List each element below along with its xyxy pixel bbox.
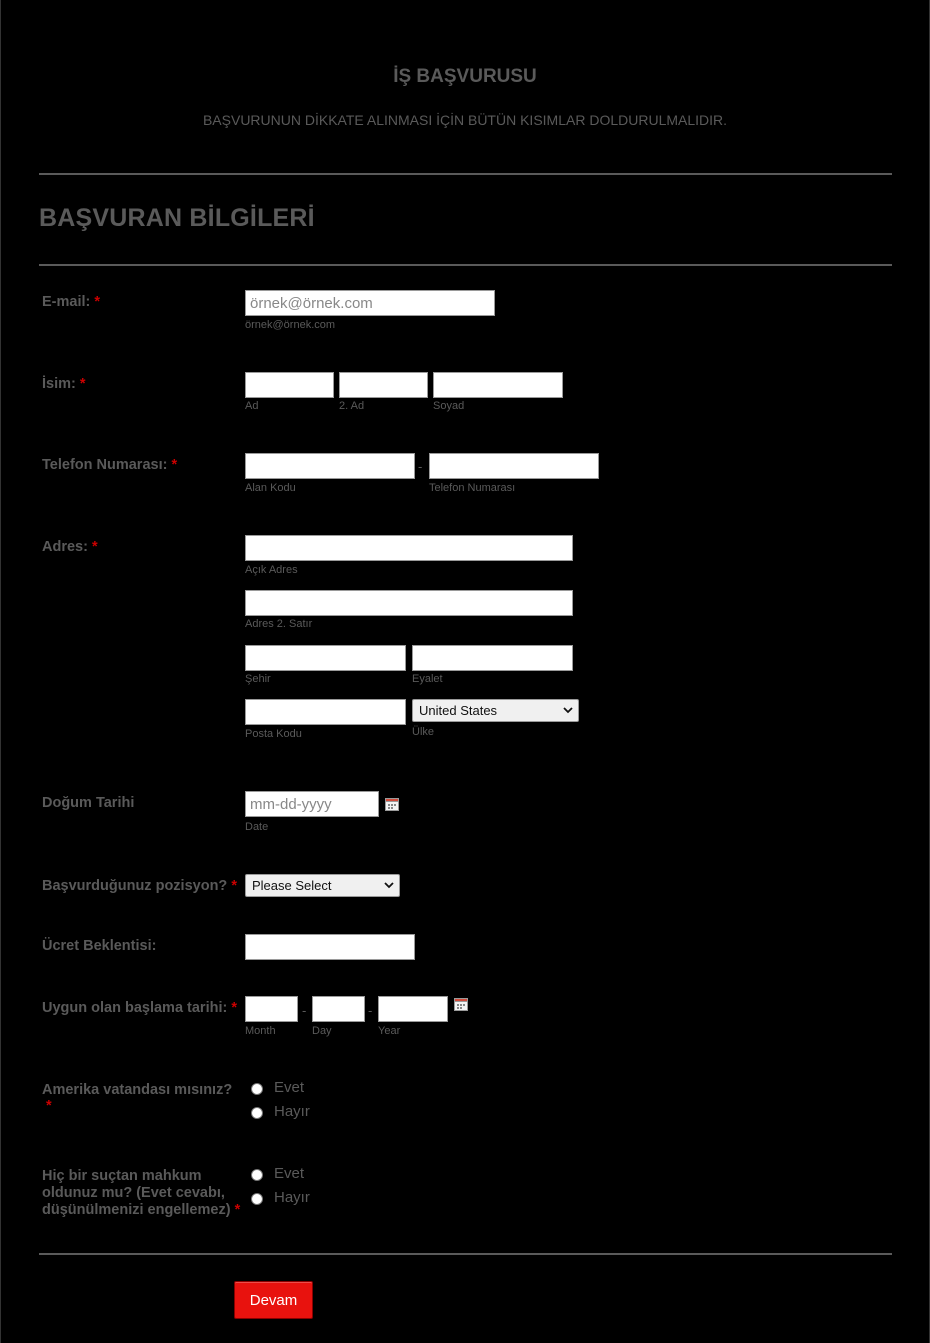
citizen-yes-radio[interactable] [251, 1083, 263, 1095]
required-asterisk: * [91, 539, 98, 555]
position-label [42, 878, 237, 895]
start-date-label-text: Uygun olan başlama tarihi: [42, 1000, 228, 1016]
citizen-yes-label[interactable]: Evet [274, 1079, 305, 1096]
birthdate-label: Doğum Tarihi [42, 795, 135, 811]
country-select[interactable] [412, 699, 579, 722]
birthdate-sublabel: Date [245, 821, 269, 833]
country-select-value: United States [419, 703, 498, 718]
first-name-sublabel: Ad [245, 400, 259, 412]
date-separator: - [368, 1003, 373, 1018]
conviction-label-line3: düşünülmenizi engellemez) [42, 1202, 231, 1218]
first-name-input[interactable] [245, 372, 334, 398]
city-sublabel: Şehir [245, 673, 271, 685]
chevron-down-icon [384, 878, 394, 892]
position-select[interactable] [245, 874, 400, 897]
address-label-text: Adres: [42, 539, 88, 555]
name-label [42, 376, 86, 393]
conviction-no-radio[interactable] [251, 1193, 263, 1205]
salary-label: Ücret Beklentisi: [42, 938, 157, 954]
conviction-no-label[interactable]: Hayır [274, 1189, 310, 1206]
citizen-label: Amerika vatandası mısınız? [42, 1082, 233, 1098]
start-date-label [42, 1000, 237, 1017]
required-asterisk-mark: * [46, 1098, 52, 1114]
conviction-yes-radio[interactable] [251, 1169, 263, 1181]
city-input[interactable] [245, 645, 406, 671]
required-asterisk: * [171, 457, 178, 473]
address-label [42, 539, 98, 556]
phone-label [42, 457, 177, 474]
start-month-sublabel: Month [245, 1025, 276, 1037]
name-label-text: İsim: [42, 376, 76, 392]
phone-number-sublabel: Telefon Numarası [429, 482, 516, 494]
email-label [42, 294, 100, 311]
citizen-no-label[interactable]: Hayır [274, 1103, 310, 1120]
address-line1-input[interactable] [245, 535, 573, 561]
state-input[interactable] [412, 645, 573, 671]
form-subtitle: BAŞVURUNUN DİKKATE ALINMASI İÇİN BÜTÜN KISIMLAR DOLDURULMALIDIR. [202, 112, 728, 128]
address-line2-sublabel: Adres 2. Satır [245, 618, 313, 630]
divider-section [39, 264, 892, 266]
date-separator: - [302, 1003, 307, 1018]
email-label-text: E-mail: [42, 294, 91, 310]
required-asterisk: * [231, 878, 237, 894]
start-day-input[interactable] [312, 996, 365, 1022]
position-select-value: Please Select [252, 878, 332, 893]
conviction-label-line2: oldunuz mu? (Evet cevabı, [42, 1185, 225, 1201]
required-asterisk: * [231, 1000, 238, 1016]
required-asterisk: * [79, 376, 86, 392]
conviction-label-line1: Hiç bir suçtan mahkum [42, 1168, 202, 1184]
form-title: İŞ BAŞVURUSU [393, 66, 537, 87]
calendar-icon[interactable] [454, 997, 468, 1011]
address-line2-input[interactable] [245, 590, 573, 616]
email-input[interactable] [245, 290, 495, 316]
conviction-label [42, 1168, 240, 1219]
position-label-text: Başvurduğunuz pozisyon? [42, 878, 228, 894]
middle-name-input[interactable] [339, 372, 428, 398]
zip-sublabel: Posta Kodu [245, 728, 302, 740]
required-asterisk: * [234, 1202, 241, 1218]
required-asterisk: * [94, 294, 101, 310]
conviction-yes-label[interactable]: Evet [274, 1165, 305, 1182]
submit-button[interactable]: Devam [234, 1281, 313, 1319]
start-year-input[interactable] [378, 996, 448, 1022]
start-day-sublabel: Day [312, 1025, 332, 1037]
address-line1-sublabel: Açık Adres [245, 564, 298, 576]
middle-name-sublabel: 2. Ad [339, 400, 365, 412]
birthdate-input[interactable] [245, 791, 379, 817]
page-border-left [0, 0, 1, 1343]
email-sublabel: örnek@örnek.com [245, 319, 336, 331]
calendar-icon[interactable] [385, 797, 399, 811]
phone-separator: - [418, 459, 423, 474]
phone-label-text: Telefon Numarası: [42, 457, 168, 473]
citizen-no-radio[interactable] [251, 1107, 263, 1119]
salary-input[interactable] [245, 934, 415, 960]
start-year-sublabel: Year [378, 1025, 401, 1037]
divider-bottom [39, 1253, 892, 1255]
area-code-input[interactable] [245, 453, 415, 479]
phone-number-input[interactable] [429, 453, 599, 479]
zip-input[interactable] [245, 699, 406, 725]
chevron-down-icon [563, 703, 573, 717]
divider-top [39, 173, 892, 175]
area-code-sublabel: Alan Kodu [245, 482, 296, 494]
state-sublabel: Eyalet [412, 673, 443, 685]
start-month-input[interactable] [245, 996, 298, 1022]
last-name-input[interactable] [433, 372, 563, 398]
last-name-sublabel: Soyad [433, 400, 465, 412]
country-sublabel: Ülke [412, 726, 435, 738]
section-title: BAŞVURAN BİLGİLERİ [39, 204, 315, 232]
required-asterisk [46, 1098, 52, 1115]
